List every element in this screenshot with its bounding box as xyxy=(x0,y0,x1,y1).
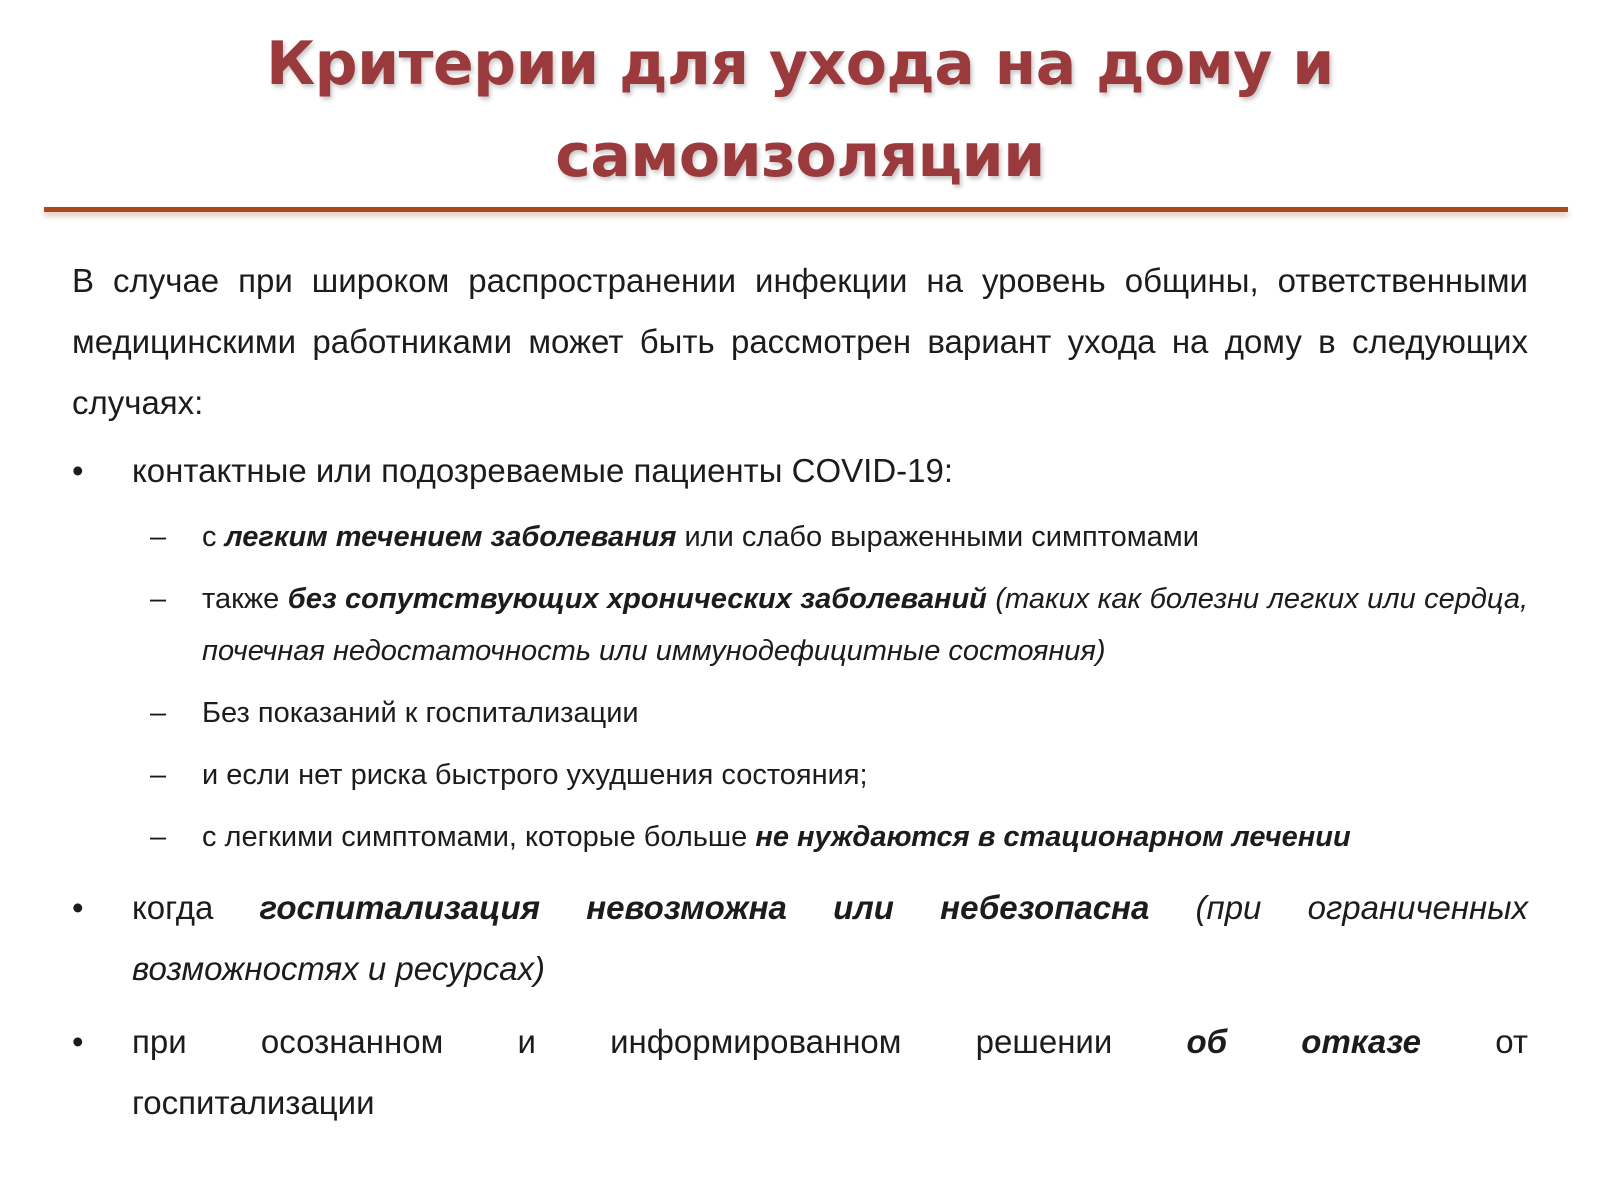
bullet-text-pre: когда xyxy=(132,889,260,926)
sub-text-emphasis: легким течением заболевания xyxy=(224,521,677,553)
slide-title: Критерии для ухода на дому и самоизоляции xyxy=(266,29,1334,191)
sub-text-pre: с xyxy=(202,521,225,553)
bullet-word: осознанном xyxy=(260,1023,444,1060)
sub-text: и если нет риска быстрого ухудшения состояния; xyxy=(202,759,868,791)
bullet-line-2: госпитализации xyxy=(132,1084,375,1121)
bullet-word: информированном xyxy=(610,1023,902,1060)
sub-text-italic: (таких как болезни легких или сердца, почечная недостаточность или иммунодефицитные состояния) xyxy=(202,583,1529,667)
bullet-marker: • xyxy=(72,1023,84,1060)
bullet-text-emphasis: госпитализация невозможна или небезопасна xyxy=(259,889,1150,926)
bullet-marker: • xyxy=(72,452,84,489)
sub-text-emphasis: без сопутствующих хронических заболеваний xyxy=(287,583,987,615)
bullet-word: решении xyxy=(975,1023,1113,1060)
sub-item-no-risk xyxy=(72,749,1528,801)
bullet-item-contacts xyxy=(72,440,1528,501)
title-divider xyxy=(44,207,1568,212)
bullet-word: и xyxy=(517,1023,536,1060)
bullet-word-emphasis: об xyxy=(1186,1023,1228,1060)
bullet-line-1 xyxy=(132,1011,1528,1072)
sub-marker: – xyxy=(150,759,167,791)
sub-marker: – xyxy=(150,521,167,553)
bullet-marker: • xyxy=(72,889,84,926)
intro-paragraph: В случае при широком распространении инфекции на уровень общины, ответственными медицинскими работниками может быть рассмотрен вариант ухода на дому в следующих случаях: xyxy=(72,262,1528,421)
bullet-text: контактные или подозреваемые пациенты COVID-19: xyxy=(132,452,954,489)
bullet-text-italic: (при ограниченных возможностях и ресурсах) xyxy=(132,889,1528,987)
sub-text: Без показаний к госпитализации xyxy=(202,697,639,729)
bullet-word: при xyxy=(132,1023,187,1060)
bullet-word: от xyxy=(1495,1023,1528,1060)
sub-item-no-chronic xyxy=(72,573,1528,677)
sub-marker: – xyxy=(150,697,167,729)
bullet-word-emphasis: отказе xyxy=(1301,1023,1422,1060)
slide-body xyxy=(72,250,1528,1133)
sub-item-mild-symptoms xyxy=(72,811,1528,863)
sub-marker: – xyxy=(150,821,167,853)
sub-text-pre: с легкими симптомами, которые больше xyxy=(202,821,756,853)
bullet-item-hospitalization-impossible xyxy=(72,877,1528,999)
sub-list xyxy=(72,511,1528,863)
sub-item-no-indications xyxy=(72,687,1528,739)
sub-text-post: или слабо выраженными симптомами xyxy=(676,521,1199,553)
bullet-item-refusal xyxy=(72,1011,1528,1133)
sub-text-emphasis: не нуждаются в стационарном лечении xyxy=(755,821,1351,853)
sub-text-pre: также xyxy=(202,583,288,615)
sub-marker: – xyxy=(150,583,167,615)
sub-item-mild-course xyxy=(72,511,1528,563)
